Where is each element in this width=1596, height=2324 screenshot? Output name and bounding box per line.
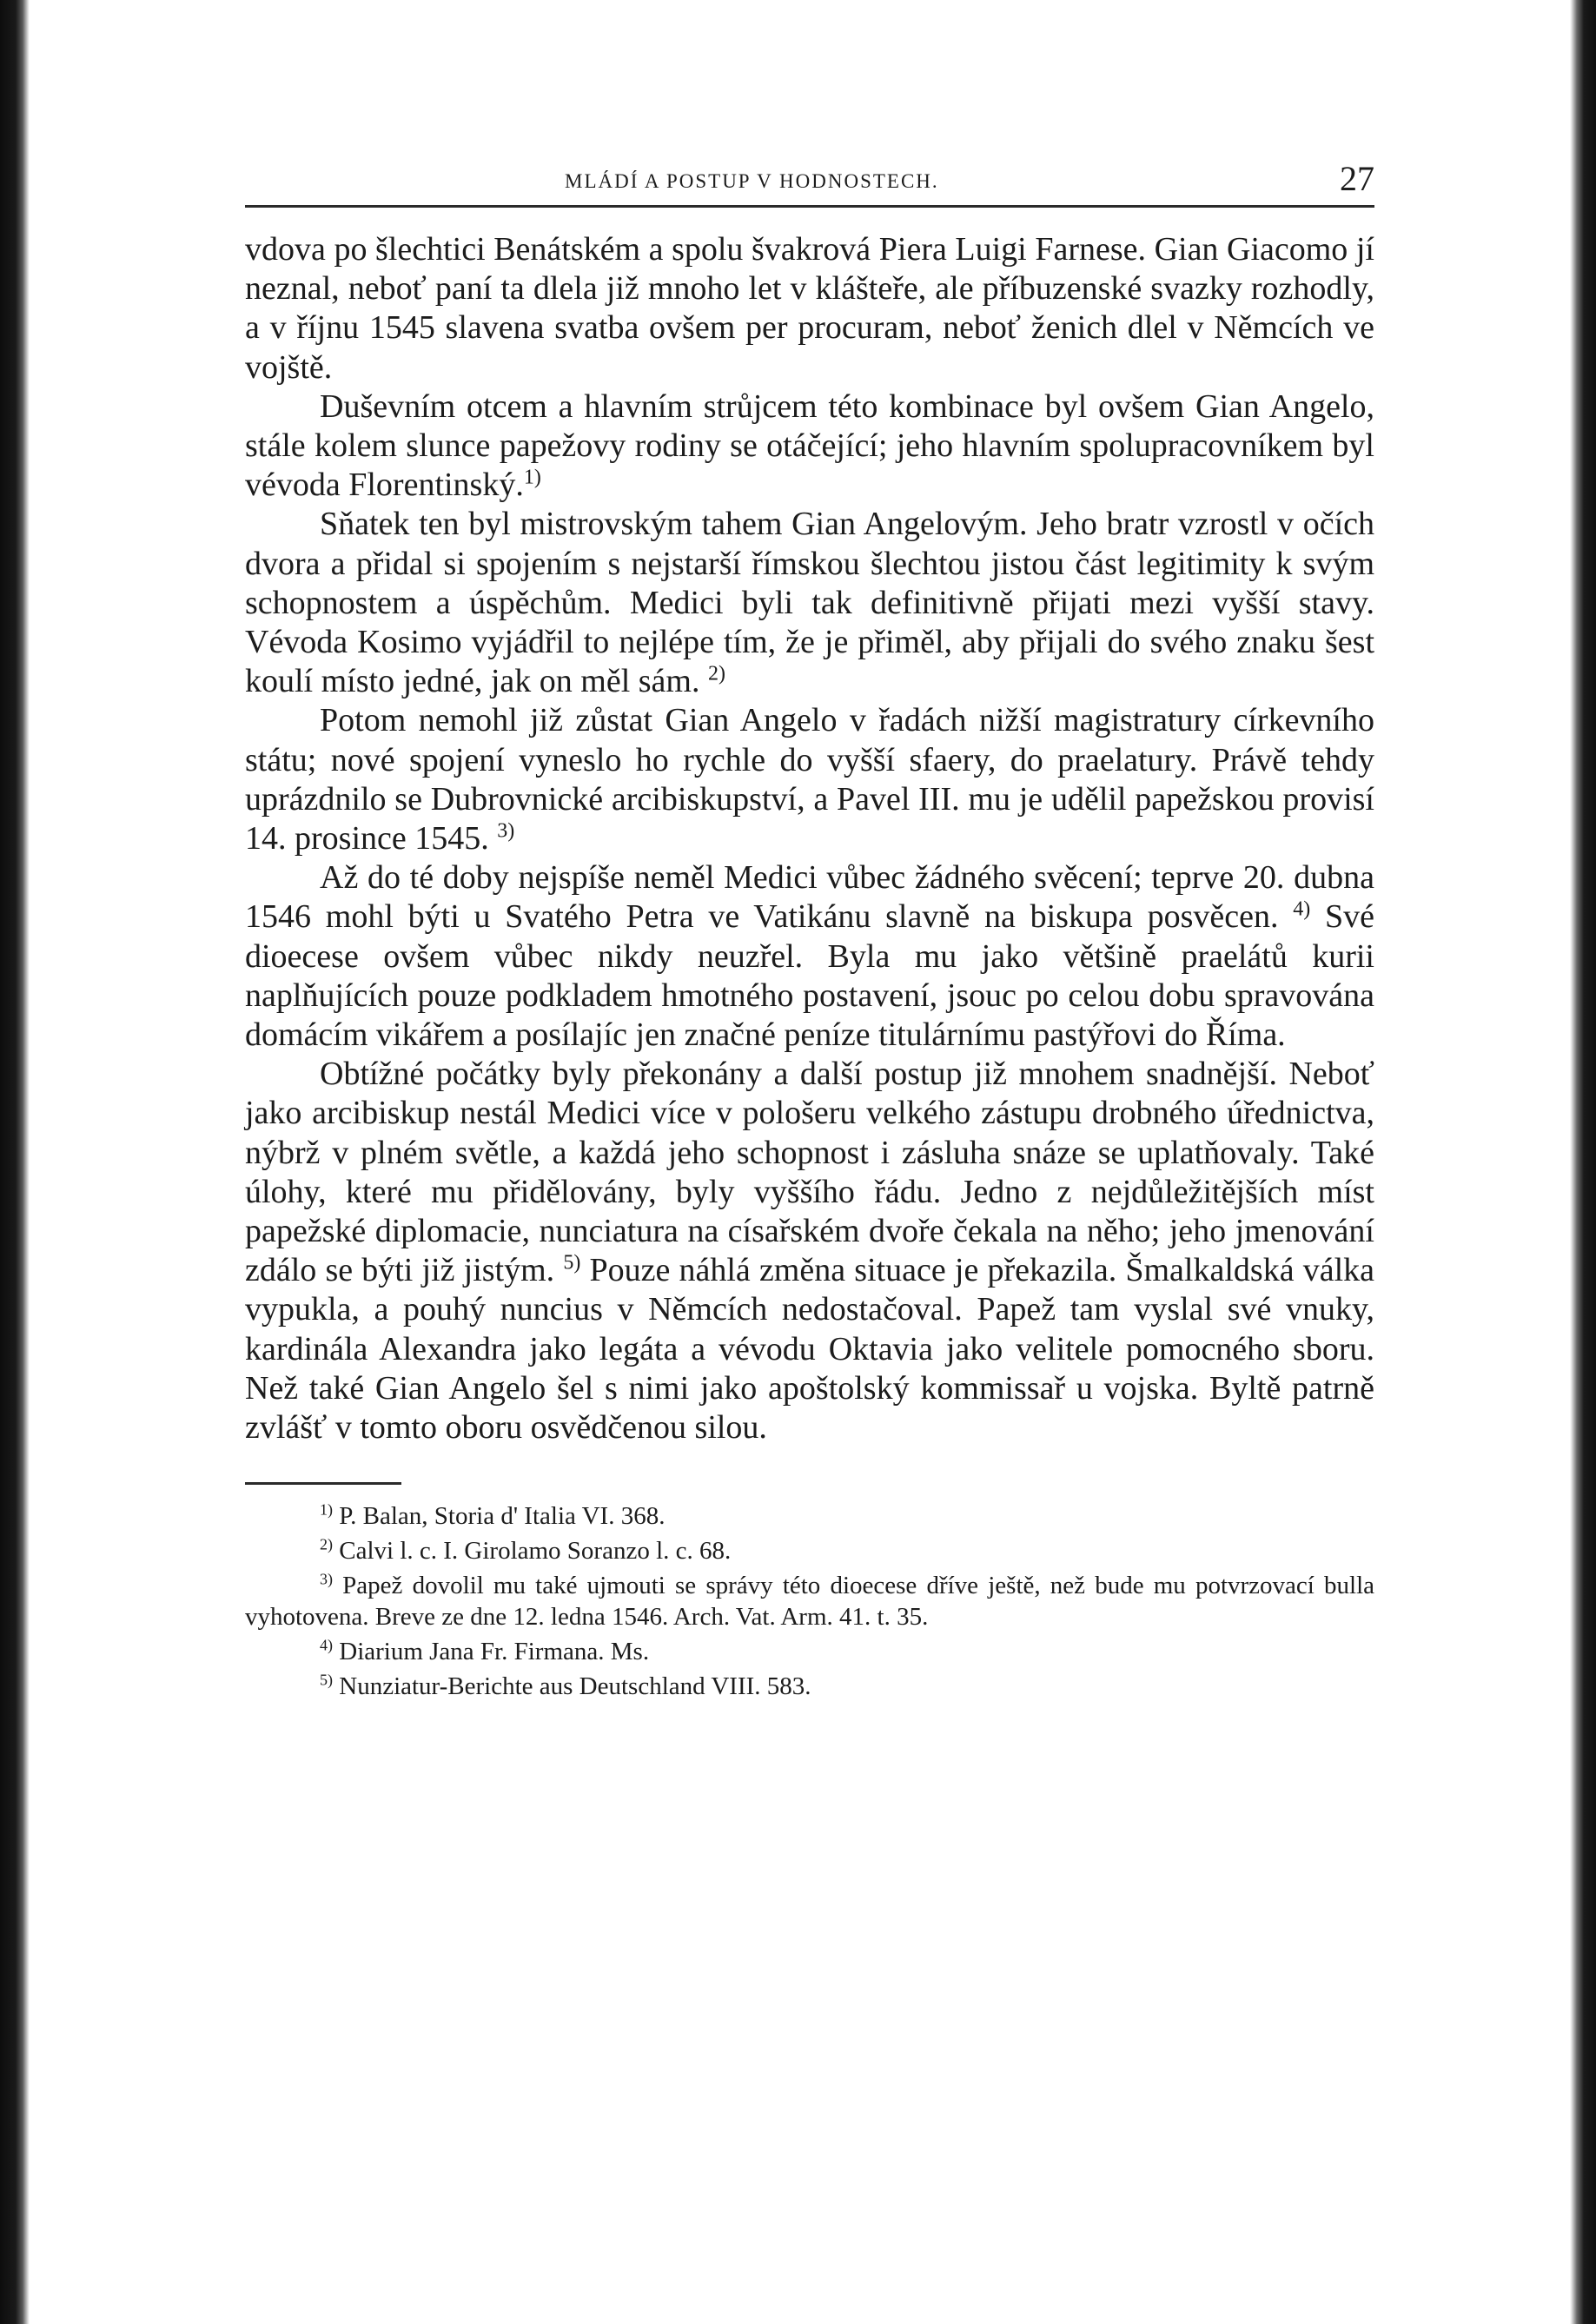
footnote (245, 1671, 1374, 1702)
body-paragraph (245, 387, 1374, 506)
footnote-number: 4) (320, 1636, 333, 1654)
page-number: 27 (1340, 159, 1374, 198)
footnote-number: 1) (320, 1500, 333, 1519)
paragraph-text: Pouze náhlá změna situace je překazila. Šmalkaldská válka vypukla, a pouhý nuncius v Němcích nedostačoval. Papež tam vyslal své vnuky, kardinála Alexandra jako legáta a vévodu Oktavia jako velitele pomocného sboru. Než také Gian Angelo šel s nimi jako apoštolský kommissař u vojska. Byltě patrně zvlášť v tomto oboru osvědčenou silou. (245, 1252, 1374, 1447)
footnote-text: Diarium Jana Fr. Firmana. Ms. (339, 1638, 650, 1666)
paragraph-text: Potom nemohl již zůstat Gian Angelo v řadách nižší magistratury církevního státu; nové spojení vyneslo ho rychle do vyšší sfaery, do praelatury. Právě tehdy uprázdnilo se Dubrovnické arcibiskupství, a Pavel III. mu je udělil papežskou provisí 14. prosince 1545. (245, 702, 1374, 857)
body-text (245, 230, 1374, 1447)
footnote-text: Nunziatur-Berichte aus Deutschland VIII. 583. (339, 1672, 811, 1701)
footnote-rule (245, 1482, 401, 1485)
paragraph-text: Až do té doby nejspíše neměl Medici vůbec žádného svěcení; teprve 20. dubna 1546 mohl býti u Svatého Petra ve Vatikánu slavně na biskupa posvěcen. (245, 859, 1374, 936)
footnote-text: Papež dovolil mu také ujmouti se správy této dioecese dříve ještě, než bude mu potvrzovací bulla vyhotovena. Breve ze dne 12. ledna 1546. Arch. Vat. Arm. 41. t. 35. (245, 1572, 1375, 1632)
body-paragraph (245, 701, 1374, 858)
footnote (245, 1636, 1374, 1667)
paragraph-text: Obtížné počátky byly překonány a další postup již mnohem snadnější. Neboť jako arcibiskup nestál Medici více v pološeru velkého zástupu drobného úřednictva, nýbrž v plném světle, a každá jeho schopnost i zásluha snáze se uplatňovaly. Také úlohy, které mu přidělovány, byly vyššího řádu. Jedno z nejdůležitějších míst papežské diplomacie, nunciatura na císařském dvoře čekala na něho; jeho jmenování zdálo se býti již jistým. (245, 1056, 1374, 1289)
book-page (245, 148, 1374, 1705)
body-paragraph (245, 1055, 1374, 1447)
paragraph-text: Své dioecese ovšem vůbec nikdy neuzřel. Byla mu jako většině praelátů kurii naplňujících pouze podkladem hmotného postavení, jsouc po celou dobu spravována domácím vikářem a posílajíc jen značné peníze titulárnímu pastýřovi do Říma. (245, 898, 1374, 1054)
footnotes (245, 1500, 1374, 1702)
footnote-reference: 3) (497, 819, 515, 843)
paragraph-text: Duševním otcem a hlavním strůjcem této kombinace byl ovšem Gian Angelo, stále kolem slunce papežovy rodiny se otáčející; jeho hlavním spolupracovníkem byl vévoda Florentinský. (245, 387, 1374, 504)
body-paragraph (245, 505, 1374, 701)
footnote-number: 2) (320, 1535, 333, 1553)
footnote (245, 1570, 1374, 1632)
footnote-reference: 1) (523, 466, 541, 489)
footnote-number: 5) (320, 1671, 333, 1689)
footnote-text: Calvi l. c. I. Girolamo Soranzo l. c. 68. (339, 1537, 732, 1566)
body-paragraph (245, 230, 1374, 387)
footnote (245, 1535, 1374, 1566)
footnote-reference: 2) (707, 662, 725, 685)
footnote (245, 1500, 1374, 1532)
footnote-reference: 5) (563, 1251, 581, 1275)
paragraph-text: vdova po šlechtici Benátském a spolu švakrová Piera Luigi Farnese. Gian Giacomo jí neznal, neboť paní ta dlela již mnoho let v klášteře, ale příbuzenské svazky rozhodly, a v říjnu 1545 slavena svatba ovšem per procuram, neboť ženich dlel v Němcích ve vojště. (245, 231, 1374, 386)
footnote-reference: 4) (1293, 897, 1311, 921)
running-title: MLÁDÍ A POSTUP V HODNOSTECH. (565, 170, 939, 192)
footnote-number: 3) (320, 1570, 333, 1588)
footnote-text: P. Balan, Storia d' Italia VI. 368. (339, 1502, 666, 1531)
body-paragraph (245, 858, 1374, 1055)
running-header (245, 148, 1374, 208)
paragraph-text: Sňatek ten byl mistrovským tahem Gian Angelovým. Jeho bratr vzrostl v očích dvora a přidal si spojením s nejstarší římskou šlechtou jistou část legitimity k svým schopnostem a úspěchům. Medici byli tak definitivně přijati mezi vyšší stavy. Vévoda Kosimo vyjádřil to nejlépe tím, že je přiměl, aby přijali do svého znaku šest koulí místo jedné, jak on měl sám. (245, 506, 1374, 700)
scan-edge-left (0, 0, 30, 2324)
scan-edge-right (1570, 0, 1596, 2324)
